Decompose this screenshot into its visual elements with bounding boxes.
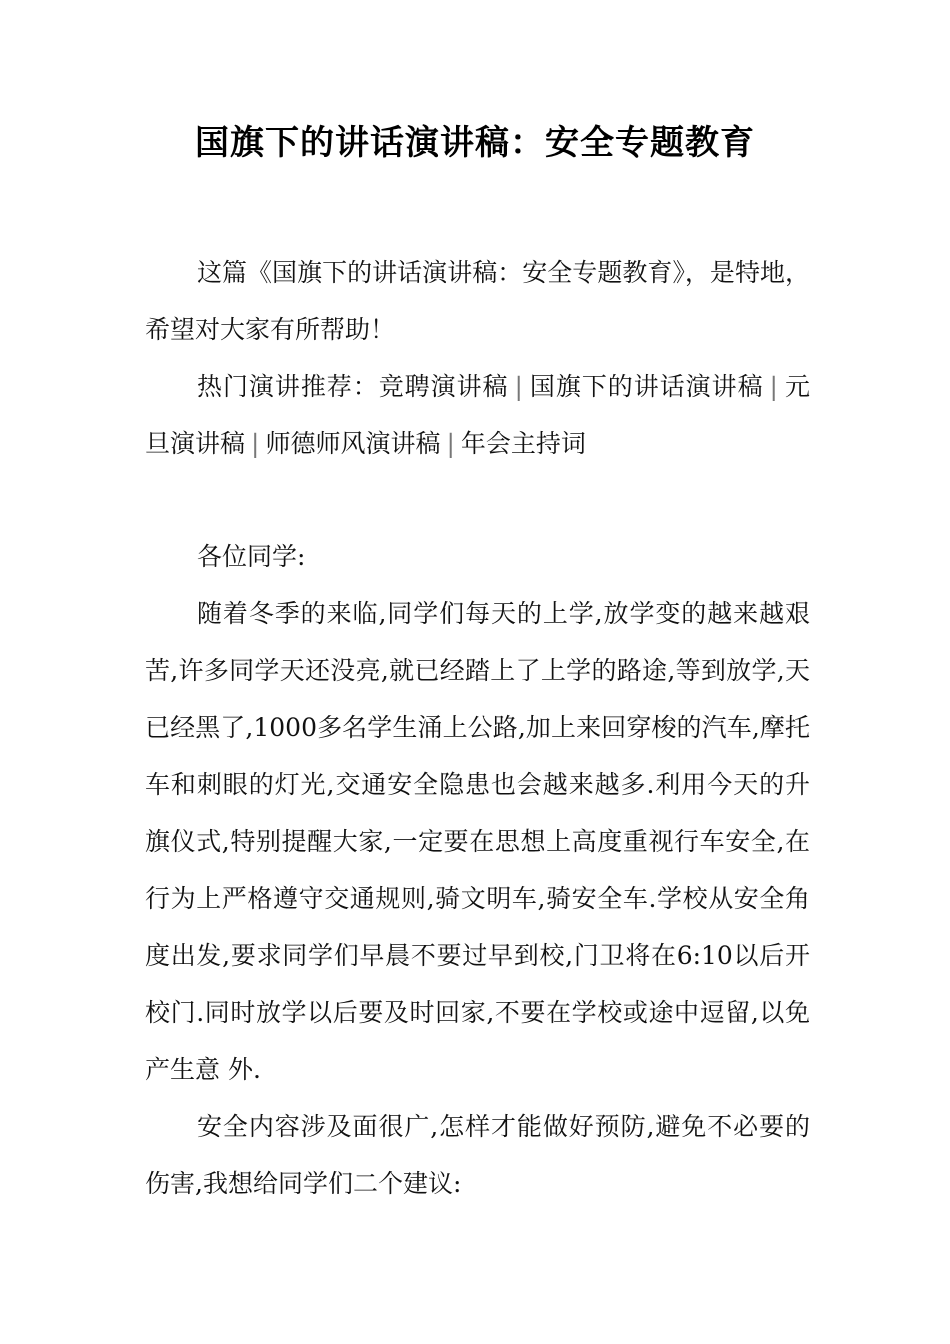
separator: | xyxy=(251,429,260,458)
speech-paragraph-1: 随着冬季的来临,同学们每天的上学,放学变的越来越艰苦,许多同学天还没亮,就已经踏上了上学的路途,等到放学,天已经黑了,1000多名学生涌上公路,加上来回穿梭的汽车,摩托车和刺眼的灯光,交通安全隐患也会越来越多.利用今天的升旗仪式,特别提醒大家,一定要在思想上高度重视行车安全,在行为上严格遵守交通规则,骑文明车,骑安全车.学校从安全角度出发,要求同学们早晨不要过早到校,门卫将在6:10以后开校门.同时放学以后要及时回家,不要在学校或途中逗留,以免产生意 外. xyxy=(145,599,810,1084)
recommend-link-2[interactable]: 国旗下的讲话演讲稿 xyxy=(528,372,764,401)
separator: | xyxy=(446,429,455,458)
intro-paragraph: 这篇《国旗下的讲话演讲稿：安全专题教育》，是特地，希望对大家有所帮助！ xyxy=(145,258,810,344)
recommend-label: 热门演讲推荐： xyxy=(197,372,379,401)
recommend-line xyxy=(145,358,810,472)
recommend-link-1[interactable]: 竞聘演讲稿 xyxy=(378,372,509,401)
separator: | xyxy=(769,372,778,401)
greeting: 各位同学: xyxy=(197,542,306,571)
recommend-link-5[interactable]: 年会主持词 xyxy=(460,429,586,458)
speech-paragraph-2: 安全内容涉及面很广,怎样才能做好预防,避免不必要的伤害,我想给同学们二个建议: xyxy=(145,1112,810,1198)
recommend-link-3[interactable]: 元旦演讲稿 xyxy=(145,372,810,458)
speech-body xyxy=(145,528,810,1212)
separator: | xyxy=(514,372,523,401)
recommend-link-4[interactable]: 师德师风演讲稿 xyxy=(265,429,441,458)
intro-section xyxy=(145,244,810,472)
page-title: 国旗下的讲话演讲稿：安全专题教育 xyxy=(195,123,755,163)
